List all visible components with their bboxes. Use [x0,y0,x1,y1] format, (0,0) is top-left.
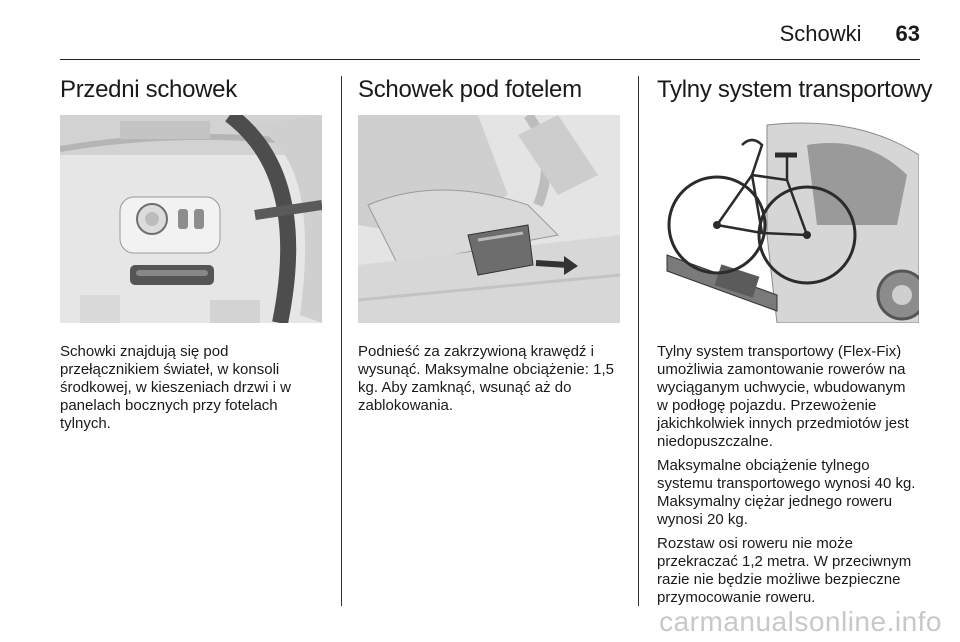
column-front-storage [60,76,322,433]
paragraph: Maksymalne obciążenie tylnego systemu transportowego wynosi 40 kg. Maksymalny ciężar jednego roweru wynosi 20 kg. [657,457,916,528]
page-number: 63 [895,21,920,46]
section-title: Schowki [779,21,862,46]
paragraph: Podnieść za zakrzywioną krawędź i wysunąć. Maksymalne obciążenie: 1,5 kg. Aby zamknąć, wsunąć aż do zablokowania. [358,343,614,414]
watermark: carmanualsonline.info [659,606,942,637]
figure-bike-carrier [657,115,919,323]
column-seat-storage [358,76,620,415]
paragraph: Tylny system transportowy (Flex-Fix) umożliwia zamontowanie rowerów na wyciąganym uchwycie, wbudowanym w podłogę pojazdu. Przewożenie jakichkolwiek innych przedmiotów jest niedopuszczalne. [657,343,909,450]
header-rule [60,59,920,60]
heading-front-storage: Przedni schowek [60,76,237,103]
figure-dashboard-storage [60,115,322,323]
heading-seat-storage: Schowek pod fotelem [358,76,582,103]
heading-rear-carrier: Tylny system transportowy [657,76,933,103]
column-divider [638,76,639,606]
column-rear-carrier [657,76,933,607]
column-divider [341,76,342,606]
paragraph: Schowki znajdują się pod przełącznikiem świateł, w konsoli środkowej, w kieszeniach drzwi i w panelach bocznych przy fotelach tylnych. [60,343,291,432]
figure-underseat-drawer [358,115,620,323]
page-header [780,14,920,54]
paragraph: Rozstaw osi roweru nie może przekraczać 1,2 metra. W przeciwnym razie nie będzie możliwe bezpieczne przymocowanie roweru. [657,535,912,606]
